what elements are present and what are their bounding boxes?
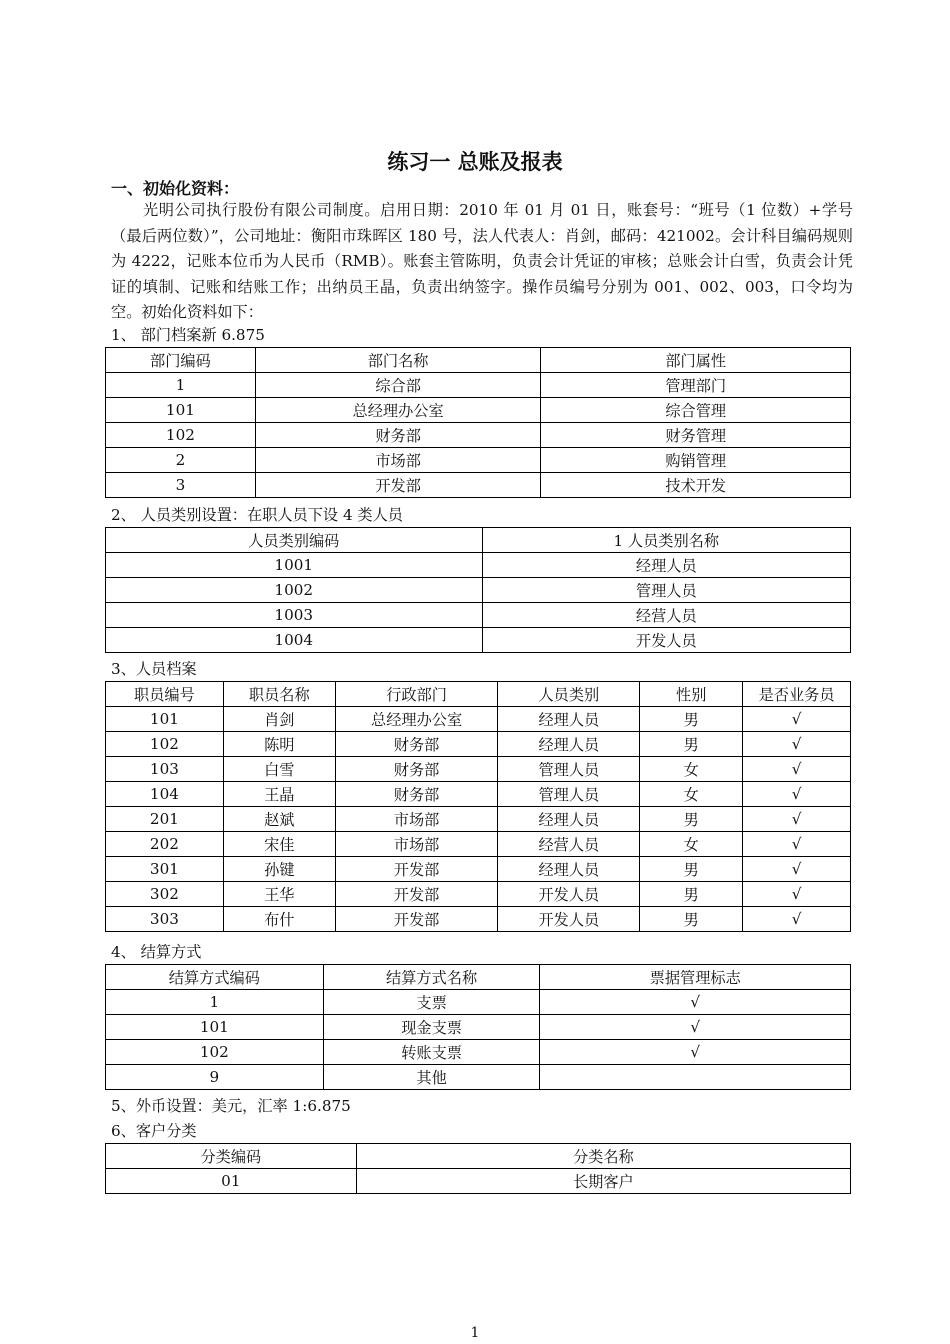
cell: 支票 xyxy=(323,990,540,1015)
cell: 103 xyxy=(106,757,224,782)
customer-class-table xyxy=(105,1143,851,1194)
header-cell: 性别 xyxy=(640,682,743,707)
cell: 布什 xyxy=(223,907,335,932)
cell: 男 xyxy=(640,732,743,757)
table-row xyxy=(106,1040,851,1065)
check-mark: √ xyxy=(743,707,851,732)
table-row xyxy=(106,578,851,603)
staff-table xyxy=(105,681,851,932)
header-cell: 分类名称 xyxy=(356,1144,850,1169)
table-row xyxy=(106,1169,851,1194)
header-cell: 部门属性 xyxy=(541,348,851,373)
cell: 104 xyxy=(106,782,224,807)
table-row xyxy=(106,907,851,932)
cell: 现金支票 xyxy=(323,1015,540,1040)
section-1-label: 1、 部门档案新 6.875 xyxy=(111,326,265,344)
cell: 1 xyxy=(106,373,256,398)
cell: 管理人员 xyxy=(498,782,640,807)
table-row xyxy=(106,990,851,1015)
cell: 经理人员 xyxy=(498,707,640,732)
cell: 101 xyxy=(106,398,256,423)
section-6-label: 6、客户分类 xyxy=(111,1122,197,1140)
intro-paragraph: 光明公司执行股份有限公司制度。启用日期：2010 年 01 月 01 日，账套号：“班号（1 位数）+学号（最后两位数）”，公司地址：衡阳市珠晖区 180 号，法人代表人：肖剑，邮码：421002。会计科目编码规则为 4222，记账本位币为人民币（RMB）。账套主管陈明，负责会计凭证的审核；总账会计白雪，负责会计凭证的填制、记账和结账工作；出纳员王晶，负责出纳签字。操作员编号分别为 001、002、003，口令均为空。初始化资料如下： xyxy=(111,201,853,321)
table-row xyxy=(106,628,851,653)
cell: 孙键 xyxy=(223,857,335,882)
cell: 综合部 xyxy=(255,373,541,398)
cell: 1004 xyxy=(106,628,483,653)
cell: 301 xyxy=(106,857,224,882)
table-row xyxy=(106,832,851,857)
cell: 3 xyxy=(106,473,256,498)
cell: 市场部 xyxy=(255,448,541,473)
cell: 女 xyxy=(640,757,743,782)
cell: 102 xyxy=(106,732,224,757)
section-3-label: 3、人员档案 xyxy=(111,660,197,678)
cell: 经理人员 xyxy=(498,732,640,757)
header-cell: 部门编码 xyxy=(106,348,256,373)
check-mark: √ xyxy=(743,807,851,832)
cell: 1002 xyxy=(106,578,483,603)
cell: 开发部 xyxy=(335,857,498,882)
table-row xyxy=(106,473,851,498)
header-cell: 职员编号 xyxy=(106,682,224,707)
cell: 总经理办公室 xyxy=(255,398,541,423)
table-row xyxy=(106,1065,851,1090)
table-header-row xyxy=(106,1144,851,1169)
table-row xyxy=(106,882,851,907)
table-row xyxy=(106,603,851,628)
check-mark: √ xyxy=(743,857,851,882)
cell: 开发部 xyxy=(335,907,498,932)
header-cell: 结算方式编码 xyxy=(106,965,324,990)
personnel-category-table xyxy=(105,527,851,653)
cell: 长期客户 xyxy=(356,1169,850,1194)
table-row xyxy=(106,448,851,473)
table-row xyxy=(106,757,851,782)
cell: 102 xyxy=(106,1040,324,1065)
table-row xyxy=(106,807,851,832)
cell: 01 xyxy=(106,1169,357,1194)
table-row xyxy=(106,373,851,398)
cell: 市场部 xyxy=(335,832,498,857)
cell: 财务部 xyxy=(335,732,498,757)
cell: 经理人员 xyxy=(498,807,640,832)
cell: 转账支票 xyxy=(323,1040,540,1065)
table-row xyxy=(106,782,851,807)
header-cell: 是否业务员 xyxy=(743,682,851,707)
cell: 1 xyxy=(106,990,324,1015)
header-cell: 人员类别 xyxy=(498,682,640,707)
check-mark: √ xyxy=(540,1015,851,1040)
cell: 男 xyxy=(640,857,743,882)
cell: 开发部 xyxy=(255,473,541,498)
settlement-table xyxy=(105,964,851,1090)
cell: 男 xyxy=(640,882,743,907)
header-cell: 行政部门 xyxy=(335,682,498,707)
table-header-row xyxy=(106,348,851,373)
table-row xyxy=(106,857,851,882)
cell: 其他 xyxy=(323,1065,540,1090)
cell: 经营人员 xyxy=(482,603,851,628)
page-title: 练习一 总账及报表 xyxy=(387,150,563,174)
cell: 管理人员 xyxy=(482,578,851,603)
table-row xyxy=(106,553,851,578)
header-cell: 人员类别编码 xyxy=(106,528,483,553)
cell: 综合管理 xyxy=(541,398,851,423)
table-row xyxy=(106,423,851,448)
cell: 市场部 xyxy=(335,807,498,832)
department-table xyxy=(105,347,851,498)
cell: 经营人员 xyxy=(498,832,640,857)
table-header-row xyxy=(106,965,851,990)
cell: 男 xyxy=(640,707,743,732)
cell: 202 xyxy=(106,832,224,857)
cell: 开发人员 xyxy=(498,907,640,932)
cell: 1001 xyxy=(106,553,483,578)
cell: 陈明 xyxy=(223,732,335,757)
cell xyxy=(540,1065,851,1090)
cell: 开发人员 xyxy=(482,628,851,653)
check-mark: √ xyxy=(540,1040,851,1065)
table-row xyxy=(106,732,851,757)
cell: 肖剑 xyxy=(223,707,335,732)
cell: 101 xyxy=(106,707,224,732)
cell: 购销管理 xyxy=(541,448,851,473)
cell: 财务管理 xyxy=(541,423,851,448)
section-heading: 一、初始化资料： xyxy=(111,179,240,198)
cell: 201 xyxy=(106,807,224,832)
table-row xyxy=(106,398,851,423)
table-row xyxy=(106,1015,851,1040)
section-5-label: 5、外币设置：美元，汇率 1:6.875 xyxy=(111,1097,351,1115)
cell: 总经理办公室 xyxy=(335,707,498,732)
table-row xyxy=(106,707,851,732)
check-mark: √ xyxy=(743,882,851,907)
cell: 男 xyxy=(640,907,743,932)
header-cell: 分类编码 xyxy=(106,1144,357,1169)
cell: 白雪 xyxy=(223,757,335,782)
cell: 9 xyxy=(106,1065,324,1090)
check-mark: √ xyxy=(743,757,851,782)
check-mark: √ xyxy=(540,990,851,1015)
cell: 女 xyxy=(640,782,743,807)
header-cell: 1 人员类别名称 xyxy=(482,528,851,553)
check-mark: √ xyxy=(743,832,851,857)
cell: 开发人员 xyxy=(498,882,640,907)
cell: 女 xyxy=(640,832,743,857)
page-number: 1 xyxy=(470,1325,480,1341)
section-4-label: 4、 结算方式 xyxy=(111,943,202,961)
cell: 财务部 xyxy=(335,757,498,782)
cell: 王华 xyxy=(223,882,335,907)
cell: 宋佳 xyxy=(223,832,335,857)
cell: 经理人员 xyxy=(482,553,851,578)
cell: 102 xyxy=(106,423,256,448)
check-mark: √ xyxy=(743,782,851,807)
header-cell: 部门名称 xyxy=(255,348,541,373)
cell: 管理人员 xyxy=(498,757,640,782)
cell: 302 xyxy=(106,882,224,907)
cell: 财务部 xyxy=(255,423,541,448)
cell: 101 xyxy=(106,1015,324,1040)
cell: 男 xyxy=(640,807,743,832)
cell: 财务部 xyxy=(335,782,498,807)
cell: 1003 xyxy=(106,603,483,628)
section-2-label: 2、 人员类别设置：在职人员下设 4 类人员 xyxy=(111,506,403,524)
cell: 技术开发 xyxy=(541,473,851,498)
cell: 管理部门 xyxy=(541,373,851,398)
header-cell: 结算方式名称 xyxy=(323,965,540,990)
cell: 2 xyxy=(106,448,256,473)
cell: 303 xyxy=(106,907,224,932)
cell: 王晶 xyxy=(223,782,335,807)
check-mark: √ xyxy=(743,907,851,932)
cell: 开发部 xyxy=(335,882,498,907)
header-cell: 职员名称 xyxy=(223,682,335,707)
header-cell: 票据管理标志 xyxy=(540,965,851,990)
cell: 经理人员 xyxy=(498,857,640,882)
check-mark: √ xyxy=(743,732,851,757)
table-header-row xyxy=(106,528,851,553)
table-header-row xyxy=(106,682,851,707)
cell: 赵斌 xyxy=(223,807,335,832)
